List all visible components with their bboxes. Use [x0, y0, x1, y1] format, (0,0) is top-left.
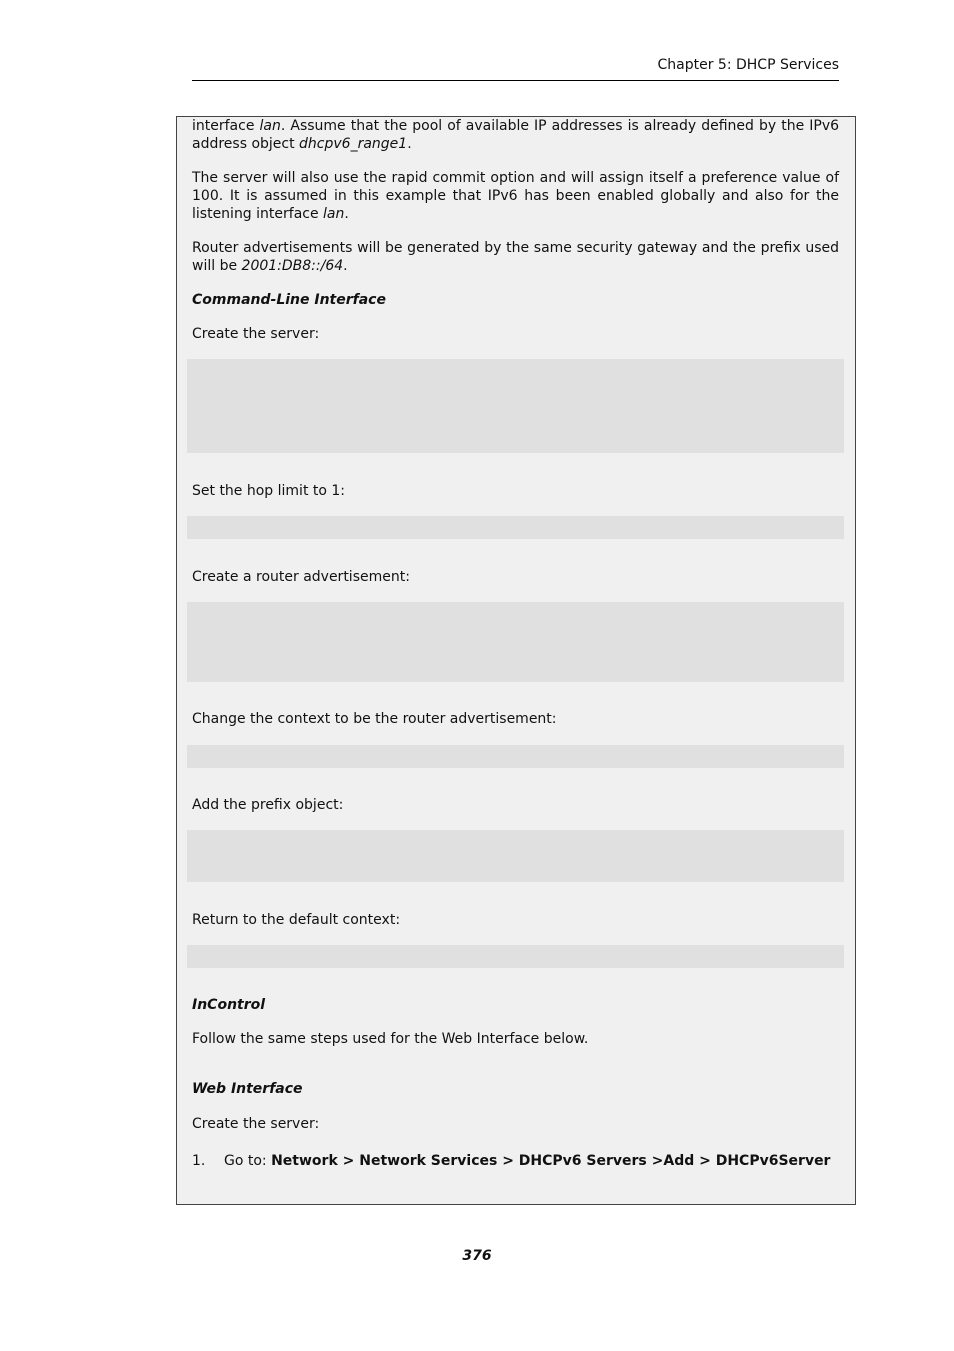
web-step-1 [192, 1152, 839, 1170]
cli-return-default-label: Return to the default context: [192, 912, 401, 928]
code-block-return-default [187, 945, 844, 968]
web-create-server-label: Create the server: [192, 1116, 320, 1132]
incontrol-heading: InControl [192, 997, 266, 1013]
cli-create-ra-label: Create a router advertisement: [192, 569, 410, 585]
incontrol-text: Follow the same steps used for the Web Interface below. [192, 1031, 589, 1047]
web-interface-heading: Web Interface [192, 1081, 303, 1097]
step-menu-path: Network > Network Services > DHCPv6 Servers >Add > DHCPv6Server [271, 1153, 831, 1169]
header-rule [192, 80, 839, 81]
intro-paragraph-3: Router advertisements will be generated by the same security gateway and the prefix used will be 2001:DB8::/64. [192, 240, 839, 274]
cli-create-server-label: Create the server: [192, 326, 320, 342]
chapter-header: Chapter 5: DHCP Services [657, 57, 839, 73]
cli-heading: Command-Line Interface [192, 292, 386, 308]
code-block-change-context [187, 745, 844, 768]
intro-paragraph-1: interface lan. Assume that the pool of available IP addresses is already defined by the IPv6 address object dhcpv6_range1. [192, 118, 840, 152]
cli-add-prefix-label: Add the prefix object: [192, 797, 344, 813]
step-prefix: Go to: [224, 1153, 272, 1169]
cli-hop-limit-label: Set the hop limit to 1: [192, 483, 346, 499]
code-block-create-ra [187, 602, 844, 682]
code-block-create-server [187, 359, 844, 453]
intro-paragraph-2: The server will also use the rapid commit option and will assign itself a preference value of 100. It is assumed in this example that IPv6 has been enabled globally and also for the listening interface lan. [192, 170, 839, 222]
page-number: 376 [462, 1248, 492, 1264]
code-block-hop-limit [187, 516, 844, 539]
code-block-add-prefix [187, 830, 844, 882]
cli-change-context-label: Change the context to be the router advertisement: [192, 711, 557, 727]
step-number: 1. [192, 1153, 206, 1169]
